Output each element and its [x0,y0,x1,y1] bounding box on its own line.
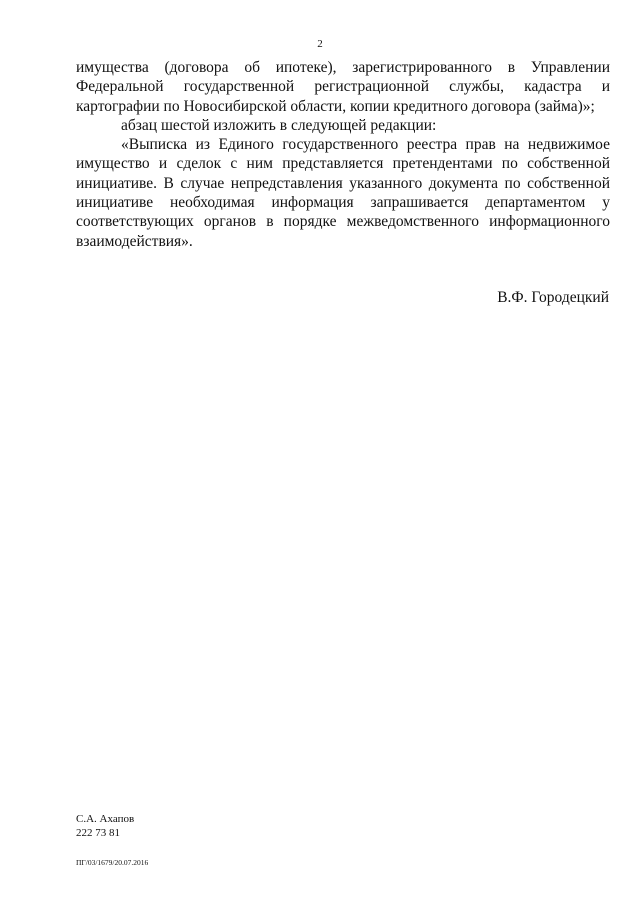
executor-block [76,813,134,840]
document-code: ПГ/03/1679/20.07.2016 [76,858,149,867]
paragraph-quoted-text: «Выписка из Единого государственного реестра прав на недвижимое имущество и сделок с ним представляется претендентами по собственной инициативе. В случае непредставления указанного документа по собственной инициативе необходимая информация запрашивается департаментом у соответствующих органов в порядке межведомственного информационного взаимодействия». [76,136,610,250]
signature-name: В.Ф. Городецкий [497,289,609,306]
executor-name: С.А. Ахапов [76,813,135,825]
executor-phone: 222 73 81 [76,826,120,839]
document-body [76,58,610,251]
paragraph-continuation: имущества (договора об ипотеке), зарегистрированного в Управлении Федеральной государственной регистрационной службы, кадастра и картографии по Новосибирской области, копии кредитного договора (займа)»; [76,59,610,115]
page-number: 2 [317,38,323,50]
paragraph-instruction: абзац шестой изложить в следующей редакции: [121,116,437,134]
